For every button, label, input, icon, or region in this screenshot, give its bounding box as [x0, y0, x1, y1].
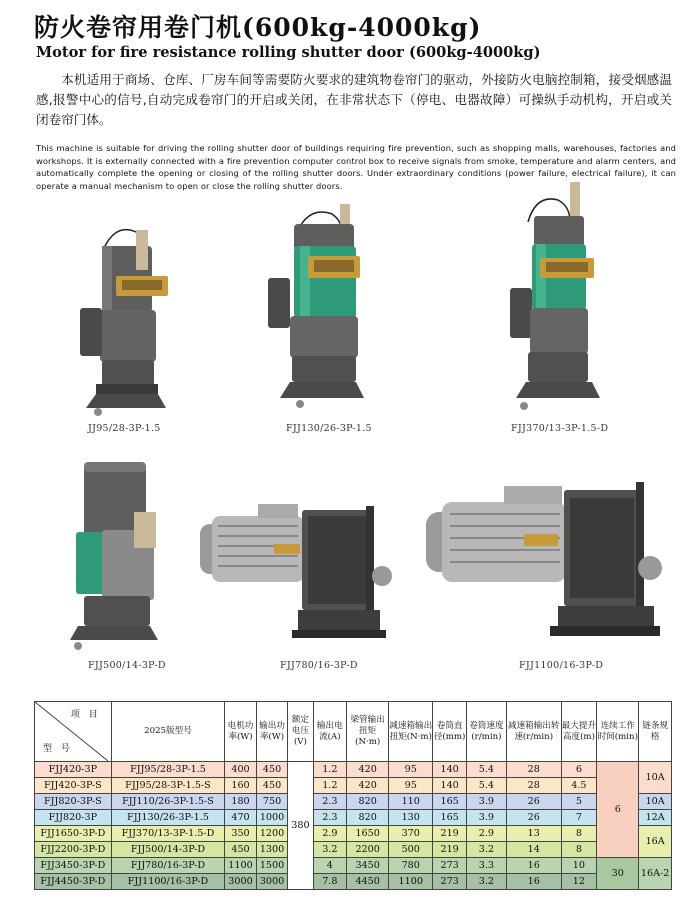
cell-motor-power: 180: [225, 794, 257, 810]
cell-output-power: 750: [256, 794, 288, 810]
cell-model-2025: FJJ95/28-3P-1.5: [111, 762, 225, 778]
cell-out-speed: 28: [506, 762, 561, 778]
header-output-current: 输出电流(A): [313, 702, 347, 762]
description-en: This machine is suitable for driving the rolling shutter door of buildings requiring fire prevention, such as shopping malls, warehouses, factories and workshops. It is externally connected with a fire prevention computer control box to receive signals from smoke, temperature and alarm centers, and automatically complete the opening or closing of the rolling shutter doors. Under extraordinary conditions (power failure, electrical failure), it can operate a manual mechanism to open or close the rolling shutter doors.: [36, 143, 676, 191]
product-photo-jj95: [76, 218, 186, 418]
product-caption-4: FJJ500/14-3P-D: [88, 660, 166, 671]
cell-height: 12: [561, 874, 597, 890]
cell-current: 3.2: [313, 842, 347, 858]
cell-gear-torque: 130: [389, 810, 433, 826]
cell-torque: 1650: [347, 826, 389, 842]
cell-model: FJJ4450-3P-D: [35, 874, 112, 890]
header-motor-power: 电机功率(W): [225, 702, 257, 762]
product-caption-5: FJJ780/16-3P-D: [280, 660, 358, 671]
cell-chain-5: 16A-2: [639, 858, 672, 890]
cell-model: FJJ420-3P-S: [35, 778, 112, 794]
table-row: [35, 810, 672, 826]
cell-speed: 5.4: [466, 778, 506, 794]
cell-torque: 820: [347, 794, 389, 810]
cell-current: 2.9: [313, 826, 347, 842]
cell-chain-1: 10A: [639, 762, 672, 794]
product-photo-fjj500: [64, 460, 164, 656]
cell-model: FJJ820-3P: [35, 810, 112, 826]
cell-drum: 165: [433, 794, 467, 810]
cell-model-2025: FJJ780/16-3P-D: [111, 858, 225, 874]
cell-motor-power: 3000: [225, 874, 257, 890]
cell-rated-voltage: 380: [288, 762, 313, 890]
product-caption-2: FJJ130/26-3P-1.5: [286, 423, 372, 434]
cell-torque: 420: [347, 778, 389, 794]
cell-motor-power: 350: [225, 826, 257, 842]
cell-output-power: 450: [256, 778, 288, 794]
title-cn: 防火卷帘用卷门机(600kg-4000kg): [34, 13, 482, 42]
cell-gear-torque: 1100: [389, 874, 433, 890]
cell-chain-4: 16A: [639, 826, 672, 858]
table-row: [35, 778, 672, 794]
cell-gear-torque: 370: [389, 826, 433, 842]
cell-torque: 3450: [347, 858, 389, 874]
cell-drum: 219: [433, 842, 467, 858]
cell-height: 4.5: [561, 778, 597, 794]
table-row: [35, 826, 672, 842]
cell-output-power: 1500: [256, 858, 288, 874]
cell-work-time-a: 6: [597, 762, 639, 858]
cell-model-2025: FJJ110/26-3P-1.5-S: [111, 794, 225, 810]
product-photo-fjj1100: [424, 476, 670, 640]
table-row: [35, 842, 672, 858]
cell-drum: 273: [433, 874, 467, 890]
cell-model-2025: FJJ1100/16-3P-D: [111, 874, 225, 890]
cell-speed: 2.9: [466, 826, 506, 842]
header-item-label: 项 目: [70, 710, 101, 720]
cell-model-2025: FJJ95/28-3P-1.5-S: [111, 778, 225, 794]
cell-current: 1.2: [313, 762, 347, 778]
cell-gear-torque: 110: [389, 794, 433, 810]
table-row: [35, 794, 672, 810]
table-header-row: [35, 702, 672, 762]
cell-torque: 2200: [347, 842, 389, 858]
cell-model: FJJ3450-3P-D: [35, 858, 112, 874]
product-photo-fjj780: [198, 496, 398, 640]
cell-speed: 3.9: [466, 810, 506, 826]
cell-torque: 820: [347, 810, 389, 826]
cell-speed: 3.2: [466, 842, 506, 858]
cell-output-power: 450: [256, 762, 288, 778]
cell-out-speed: 26: [506, 810, 561, 826]
cell-drum: 273: [433, 858, 467, 874]
cell-out-speed: 28: [506, 778, 561, 794]
cell-motor-power: 160: [225, 778, 257, 794]
header-work-time: 连续工作时间(min): [597, 702, 639, 762]
description-cn: 本机适用于商场、仓库、厂房车间等需要防火要求的建筑物卷帘门的驱动，外接防火电脑控制箱，接受烟感温感,报警中心的信号,自动完成卷帘门的开启或关闭，在非常状态下（停电、电器故障）可操纵手动机构，开启或关闭卷帘门体。: [36, 72, 672, 127]
cell-current: 2.3: [313, 794, 347, 810]
cell-out-speed: 16: [506, 858, 561, 874]
cell-model-2025: FJJ130/26-3P-1.5: [111, 810, 225, 826]
cell-model: FJJ1650-3P-D: [35, 826, 112, 842]
cell-current: 4: [313, 858, 347, 874]
cell-speed: 3.3: [466, 858, 506, 874]
cell-out-speed: 14: [506, 842, 561, 858]
cell-height: 8: [561, 842, 597, 858]
cell-speed: 5.4: [466, 762, 506, 778]
cell-chain-2: 10A: [639, 794, 672, 810]
product-caption-1: JJ95/28-3P-1.5: [88, 423, 161, 434]
cell-drum: 165: [433, 810, 467, 826]
cell-output-power: 1300: [256, 842, 288, 858]
cell-speed: 3.2: [466, 874, 506, 890]
cell-motor-power: 450: [225, 842, 257, 858]
cell-model-2025: FJJ500/14-3P-D: [111, 842, 225, 858]
cell-speed: 3.9: [466, 794, 506, 810]
table-row: [35, 858, 672, 874]
cell-height: 7: [561, 810, 597, 826]
cell-motor-power: 1100: [225, 858, 257, 874]
header-chain-spec: 链条规格: [639, 702, 672, 762]
cell-current: 7.8: [313, 874, 347, 890]
cell-height: 5: [561, 794, 597, 810]
cell-current: 1.2: [313, 778, 347, 794]
header-drum-speed: 卷筒速度(r/min): [466, 702, 506, 762]
cell-height: 6: [561, 762, 597, 778]
product-caption-3: FJJ370/13-3P-1.5-D: [511, 423, 609, 434]
table-row: [35, 762, 672, 778]
cell-torque: 420: [347, 762, 389, 778]
header-model-label: 型 号: [43, 744, 73, 754]
header-rated-voltage: 额定电压(V): [288, 702, 313, 762]
cell-torque: 4450: [347, 874, 389, 890]
cell-output-power: 1000: [256, 810, 288, 826]
header-diagonal-cell: [35, 702, 112, 762]
header-gearbox-speed: 减速箱输出转速(r/min): [506, 702, 561, 762]
cell-height: 10: [561, 858, 597, 874]
cell-model: FJJ820-3P-S: [35, 794, 112, 810]
cell-drum: 140: [433, 762, 467, 778]
product-photo-fjj370: [500, 182, 610, 416]
cell-gear-torque: 780: [389, 858, 433, 874]
cell-motor-power: 470: [225, 810, 257, 826]
product-photo-fjj130: [260, 204, 380, 416]
title-en: Motor for fire resistance rolling shutter door (600kg-4000kg): [36, 44, 541, 61]
header-beam-torque: 梁管输出扭矩(N·m): [347, 702, 389, 762]
cell-work-time-b: 30: [597, 858, 639, 890]
cell-drum: 140: [433, 778, 467, 794]
cell-drum: 219: [433, 826, 467, 842]
header-gearbox-torque: 减速箱输出扭矩(N·m): [389, 702, 433, 762]
header-output-power: 输出功率(W): [256, 702, 288, 762]
cell-height: 8: [561, 826, 597, 842]
cell-gear-torque: 95: [389, 762, 433, 778]
cell-gear-torque: 95: [389, 778, 433, 794]
cell-output-power: 1200: [256, 826, 288, 842]
cell-out-speed: 13: [506, 826, 561, 842]
spec-table: [34, 701, 672, 890]
cell-current: 2.3: [313, 810, 347, 826]
cell-output-power: 3000: [256, 874, 288, 890]
cell-chain-3: 12A: [639, 810, 672, 826]
cell-out-speed: 16: [506, 874, 561, 890]
cell-gear-torque: 500: [389, 842, 433, 858]
table-row: [35, 874, 672, 890]
header-drum-diameter: 卷筒直径(mm): [433, 702, 467, 762]
header-max-height: 最大提升高度(m): [561, 702, 597, 762]
cell-model-2025: FJJ370/13-3P-1.5-D: [111, 826, 225, 842]
cell-model: FJJ2200-3P-D: [35, 842, 112, 858]
header-2025-model: 2025版型号: [111, 702, 225, 762]
cell-out-speed: 26: [506, 794, 561, 810]
product-caption-6: FJJ1100/16-3P-D: [519, 660, 604, 671]
cell-model: FJJ420-3P: [35, 762, 112, 778]
cell-motor-power: 400: [225, 762, 257, 778]
